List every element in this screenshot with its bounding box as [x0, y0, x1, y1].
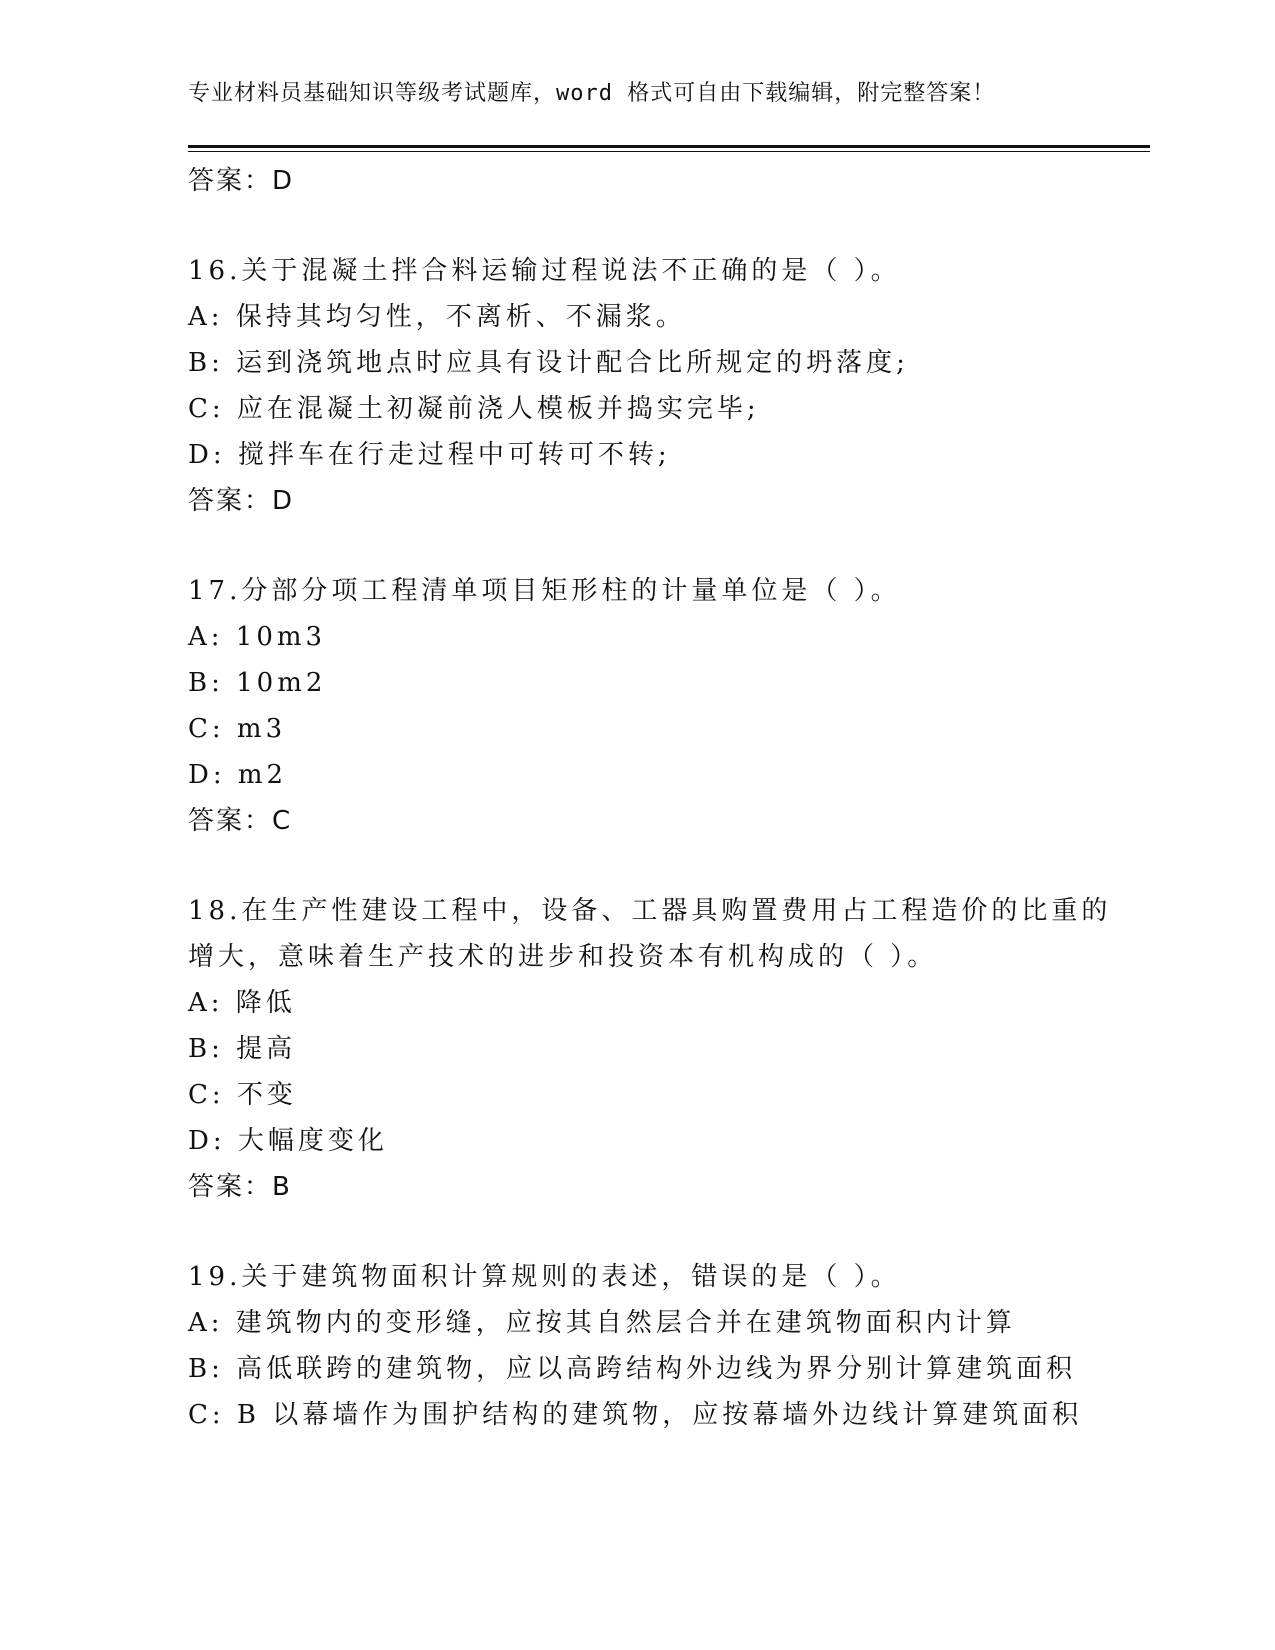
option-a: A: 保持其均匀性，不离析、不漏浆。: [188, 302, 686, 332]
question-stem-continued: 增大，意味着生产技术的进步和投资本有机构成的（ ）。: [188, 942, 938, 972]
question-16: [188, 248, 1128, 524]
spacer: [188, 524, 1128, 568]
question-19: [188, 1254, 1128, 1438]
question-content: [188, 158, 1128, 1438]
page-header: 专业材料员基础知识等级考试题库，word 格式可自由下载编辑，附完整答案！: [188, 81, 996, 106]
question-stem: 18.在生产性建设工程中，设备、工器具购置费用占工程造价的比重的: [188, 896, 1112, 926]
option-c: C: 应在混凝土初凝前浇人模板并捣实完毕;: [188, 394, 760, 424]
option-a: A: 降低: [188, 988, 296, 1018]
header-divider: [188, 145, 1150, 148]
option-d: D: 大幅度变化: [188, 1126, 388, 1156]
option-c: C: m3: [188, 714, 287, 744]
answer-label: 答案：D: [188, 486, 295, 516]
option-d: D: 搅拌车在行走过程中可转可不转;: [188, 440, 671, 470]
option-b: B: 高低联跨的建筑物，应以高跨结构外边线为界分别计算建筑面积: [188, 1354, 1077, 1384]
option-c: C: B 以幕墙作为围护结构的建筑物，应按幕墙外边线计算建筑面积: [188, 1400, 1083, 1430]
answer-label: 答案：B: [188, 1172, 292, 1202]
question-17: [188, 568, 1128, 844]
question-stem: 17.分部分项工程清单项目矩形柱的计量单位是（ ）。: [188, 576, 901, 606]
option-d: D: m2: [188, 760, 288, 790]
option-b: B: 10m2: [188, 668, 327, 698]
previous-answer: 答案：D: [188, 166, 295, 196]
answer-label: 答案：C: [188, 806, 293, 836]
option-a: A: 10m3: [188, 622, 327, 652]
option-c: C: 不变: [188, 1080, 297, 1110]
option-a: A: 建筑物内的变形缝，应按其自然层合并在建筑物面积内计算: [188, 1308, 1016, 1338]
spacer: [188, 844, 1128, 888]
spacer: [188, 204, 1128, 248]
spacer: [188, 1210, 1128, 1254]
question-stem: 19.关于建筑物面积计算规则的表述，错误的是（ ）。: [188, 1262, 901, 1292]
option-b: B: 运到浇筑地点时应具有设计配合比所规定的坍落度;: [188, 348, 909, 378]
question-stem: 16.关于混凝土拌合料运输过程说法不正确的是（ ）。: [188, 256, 901, 286]
question-18: [188, 888, 1128, 1210]
option-b: B: 提高: [188, 1034, 297, 1064]
